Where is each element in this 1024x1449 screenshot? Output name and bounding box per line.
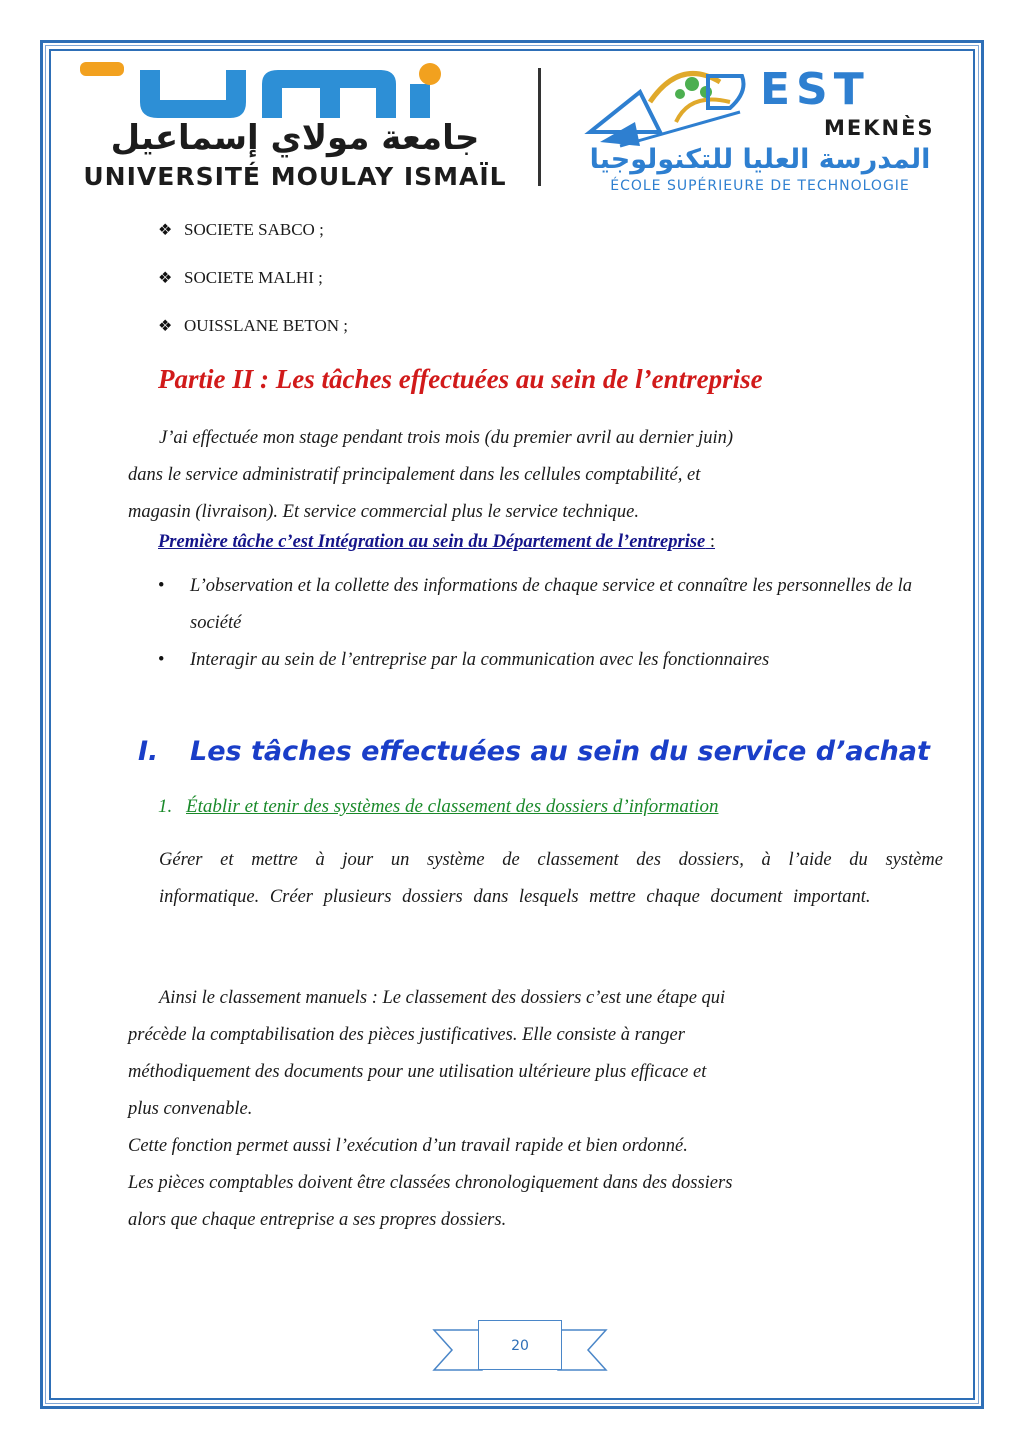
intro-line: dans le service administratif principalement dans les cellules comptabilité, et — [128, 465, 701, 485]
umi-logo-mark — [80, 62, 450, 120]
paragraph-line: précède la comptabilisation des pièces justificatives. Elle consiste à ranger — [128, 1025, 685, 1045]
subsection-title: Établir et tenir des systèmes de classement des dossiers d’information — [186, 796, 719, 817]
list-item — [158, 268, 348, 316]
partie-heading: Partie II : Les tâches effectuées au sein de l’entreprise — [158, 364, 763, 394]
list-item-label: Interagir au sein de l’entreprise par la communication avec les fonctionnaires — [190, 650, 770, 670]
list-item — [158, 316, 348, 364]
bullet-icon: • — [158, 650, 165, 670]
umi-arabic-name: جامعة مولاي إسماعيل — [110, 118, 480, 158]
section-heading — [138, 736, 930, 767]
umi-logo — [80, 62, 510, 190]
est-emblem-icon — [580, 62, 750, 148]
est-latin-name: ÉCOLE SUPÉRIEURE DE TECHNOLOGIE — [610, 178, 910, 194]
company-list — [158, 220, 348, 364]
est-city: MEKNÈS — [824, 116, 935, 140]
diamond-bullet-icon: ❖ — [158, 318, 173, 335]
bullet-icon: • — [158, 576, 165, 596]
paragraph-line: Ainsi le classement manuels : Le classement des dossiers c’est une étape qui — [159, 988, 726, 1008]
intro-line: magasin (livraison). Et service commercial plus le service technique. — [128, 502, 640, 522]
est-arabic-name: المدرسة العليا للتكنولوجيا — [589, 144, 931, 175]
task-heading — [158, 532, 715, 553]
intro-paragraph — [128, 420, 912, 531]
section-title: Les tâches effectuées au sein du service d’achat — [190, 736, 930, 767]
list-item — [158, 642, 918, 679]
list-item — [158, 220, 348, 268]
paragraph-line: alors que chaque entreprise a ses propres dossiers. — [128, 1210, 507, 1230]
paragraph-line: Cette fonction permet aussi l’exécution d’un travail rapide et bien ordonné. — [128, 1136, 688, 1156]
paragraph-line: plus convenable. — [128, 1099, 253, 1119]
subsection-number: 1. — [158, 796, 173, 817]
intro-line: J’ai effectuée mon stage pendant trois mois (du premier avril au dernier juin) — [159, 428, 734, 448]
umi-latin-name: UNIVERSITÉ MOULAY ISMAÏL — [83, 162, 507, 191]
est-logo — [580, 62, 940, 194]
est-title: EST — [760, 64, 870, 115]
list-item — [158, 568, 918, 642]
list-item-label: L’observation et la collette des informations de chaque service et connaître les personnelles de la société — [190, 576, 913, 633]
task-list — [158, 568, 918, 679]
diamond-bullet-icon: ❖ — [158, 270, 173, 287]
body-paragraph: Gérer et mettre à jour un système de classement des dossiers, à l’aide du système informatique. Créer plusieurs dossiers dans lesquels mettre chaque document important. — [159, 850, 943, 907]
task-heading-colon: : — [705, 532, 716, 552]
section-number: I. — [138, 736, 159, 767]
task-heading-text: Première tâche c’est Intégration au sein du Département de l’entreprise — [158, 532, 706, 552]
paragraph-line: Les pièces comptables doivent être classées chronologiquement dans des dossiers — [128, 1173, 733, 1193]
diamond-bullet-icon: ❖ — [158, 222, 173, 239]
logo-divider — [538, 68, 541, 186]
paragraph-line: méthodiquement des documents pour une utilisation ultérieure plus efficace et — [128, 1062, 707, 1082]
list-item-label: SOCIETE SABCO ; — [184, 220, 324, 239]
body-paragraph-2 — [128, 980, 912, 1239]
subsection-heading — [158, 796, 718, 818]
list-item-label: OUISSLANE BETON ; — [184, 316, 349, 335]
page-number: 20 — [478, 1320, 562, 1370]
list-item-label: SOCIETE MALHI ; — [184, 268, 323, 287]
